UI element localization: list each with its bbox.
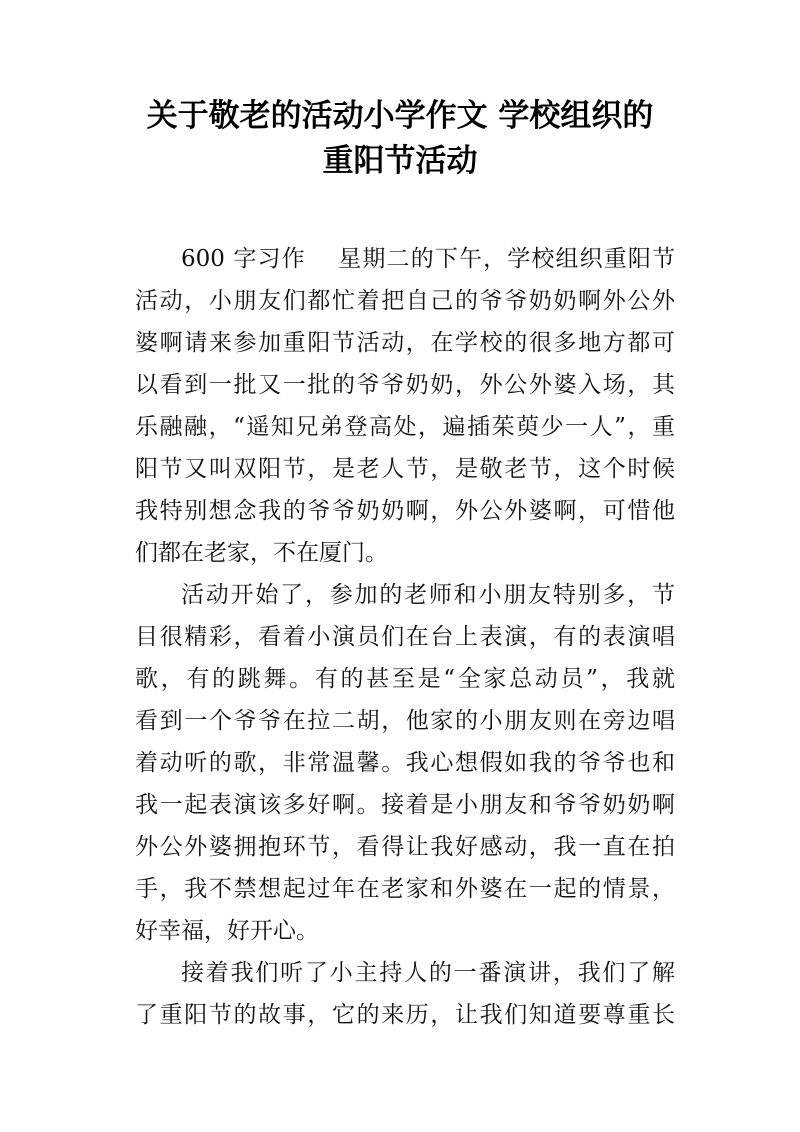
text-line: 们都在老家，不在厦门。 bbox=[135, 540, 388, 566]
text-line: 手，我不禁想起过年在老家和外婆在一起的情景， bbox=[135, 876, 675, 902]
text-line: 看到一个爷爷在拉二胡，他家的小朋友则在旁边唱 bbox=[135, 708, 675, 734]
text-line: 活动开始了，参加的老师和小朋友特别多，节 bbox=[181, 582, 675, 608]
text-line: 外公外婆拥抱环节，看得让我好感动，我一直在拍 bbox=[135, 834, 675, 860]
text-line: 歌，有的跳舞。有的甚至是“全家总动员”，我就 bbox=[135, 666, 675, 692]
text-line: 好幸福，好开心。 bbox=[135, 918, 319, 944]
text-line: 以看到一批又一批的爷爷奶奶，外公外婆入场，其 bbox=[135, 372, 675, 398]
text-line: 接着我们听了小主持人的一番演讲，我们了解 bbox=[181, 960, 675, 986]
text-line: 目很精彩，看着小演员们在台上表演，有的表演唱 bbox=[135, 624, 675, 650]
text-line: 了重阳节的故事，它的来历，让我们知道要尊重长 bbox=[135, 1002, 675, 1028]
paragraph-2 bbox=[135, 574, 675, 952]
document-title bbox=[100, 94, 700, 184]
text-line: 我特别想念我的爷爷奶奶啊，外公外婆啊，可惜他 bbox=[135, 498, 675, 524]
text-line: 600 字习作 星期二的下午，学校组织重阳节 bbox=[181, 246, 675, 272]
text-line: 着动听的歌，非常温馨。我心想假如我的爷爷也和 bbox=[135, 750, 675, 776]
document-body bbox=[135, 238, 675, 1036]
text-line: 活动，小朋友们都忙着把自己的爷爷奶奶啊外公外 bbox=[135, 288, 675, 314]
text-line: 乐融融，“遥知兄弟登高处，遍插茱萸少一人”，重 bbox=[135, 414, 675, 440]
text-line: 我一起表演该多好啊。接着是小朋友和爷爷奶奶啊 bbox=[135, 792, 675, 818]
title-line-1: 关于敬老的活动小学作文 学校组织的 bbox=[146, 98, 654, 134]
paragraph-1 bbox=[135, 238, 675, 574]
text-line: 婆啊请来参加重阳节活动，在学校的很多地方都可 bbox=[135, 330, 675, 356]
text-line: 阳节又叫双阳节，是老人节，是敬老节，这个时候 bbox=[135, 456, 675, 482]
paragraph-3 bbox=[135, 952, 675, 1036]
title-line-2: 重阳节活动 bbox=[322, 143, 478, 179]
